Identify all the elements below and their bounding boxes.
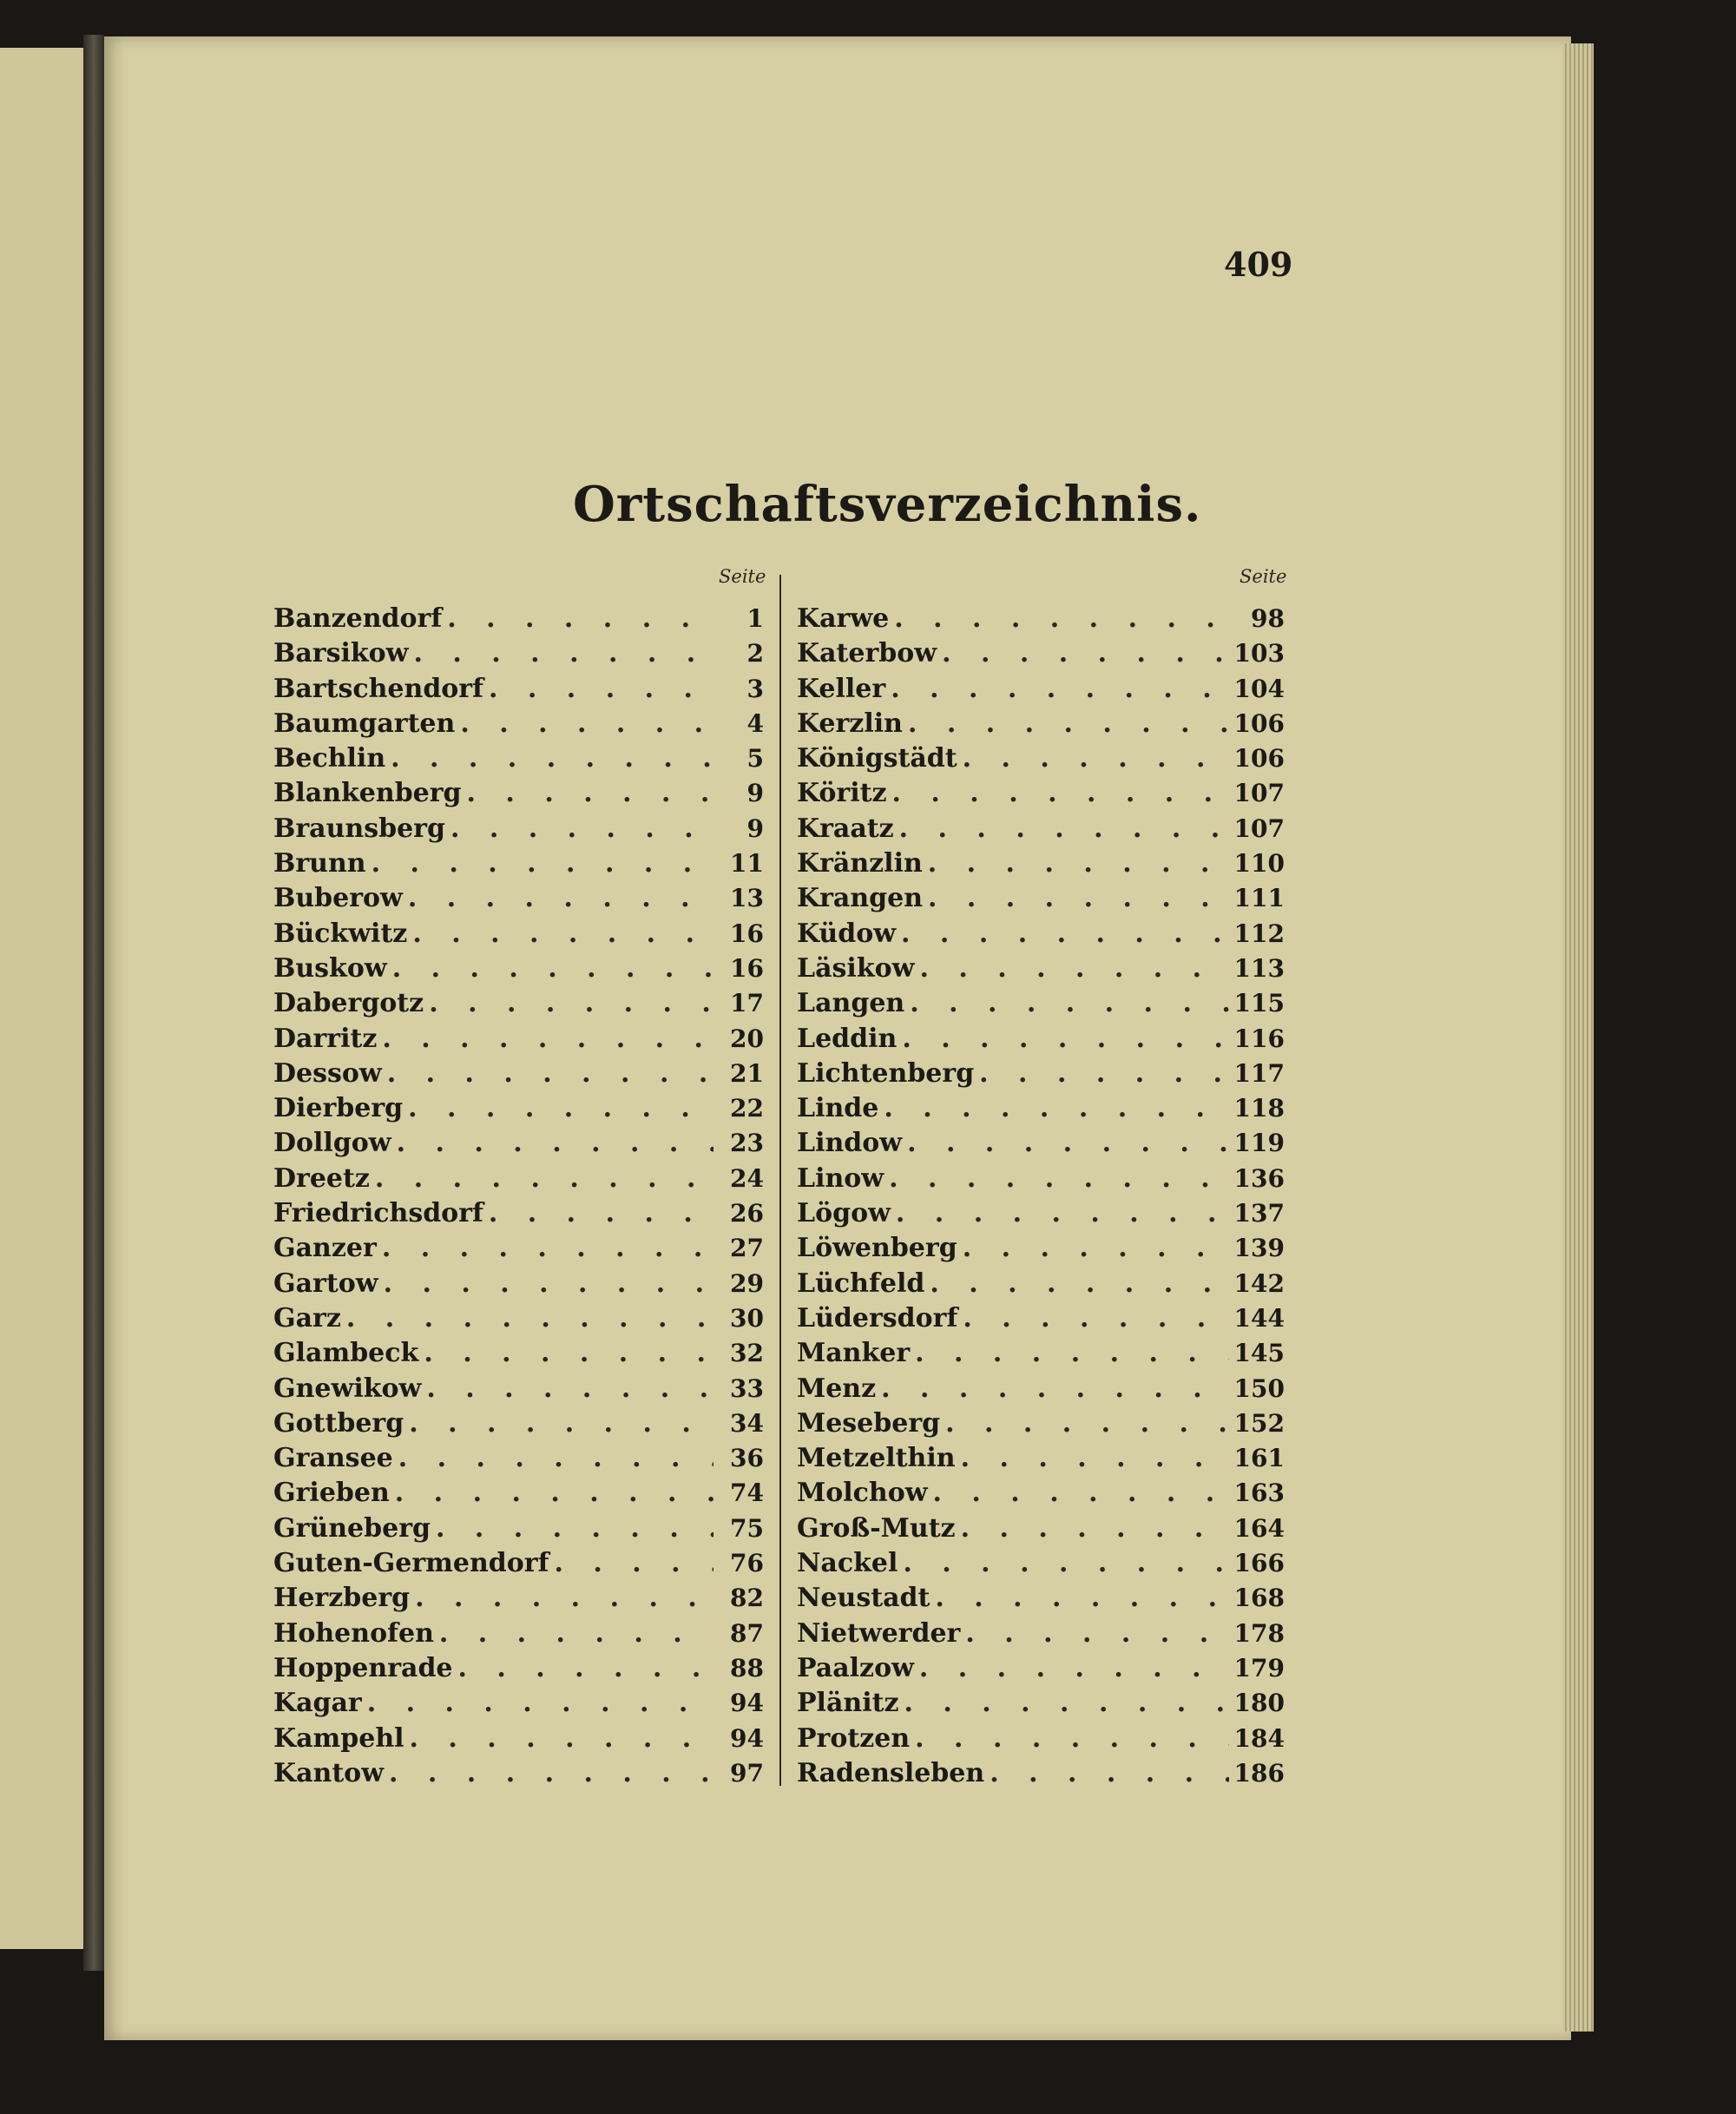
place-name: Köritz [797, 778, 887, 809]
page-reference: 87 [730, 1618, 764, 1648]
index-entry [797, 1653, 1285, 1688]
place-name: Lüchfeld [797, 1268, 925, 1299]
index-entry [797, 953, 1285, 988]
place-name: Buskow [273, 952, 387, 984]
index-entry [273, 1478, 764, 1512]
page-stack-edge [1562, 43, 1594, 2032]
page-number: 409 [1224, 245, 1293, 284]
place-name: Gartow [273, 1268, 378, 1299]
place-name: Protzen [797, 1722, 911, 1754]
column-heading-left: Seite [719, 566, 766, 587]
place-name: Kränzlin [797, 848, 923, 879]
place-name: Grüneberg [273, 1512, 431, 1544]
dot-leader [935, 1583, 1228, 1613]
dot-leader [930, 1268, 1228, 1299]
index-entry [273, 778, 764, 813]
place-name: Kerzlin [797, 708, 903, 739]
index-entry [273, 919, 764, 953]
page-reference: 136 [1233, 1163, 1285, 1193]
dot-leader [408, 883, 713, 913]
dot-leader [915, 1338, 1228, 1368]
dot-leader [908, 708, 1229, 739]
page-reference: 94 [730, 1689, 764, 1718]
place-name: Ganzer [273, 1233, 377, 1264]
page-reference: 2 [746, 639, 764, 668]
place-name: Barsikow [273, 638, 409, 669]
page-reference: 34 [730, 1408, 764, 1438]
place-name: Küdow [797, 918, 897, 949]
dot-leader [382, 1024, 713, 1054]
page-reference: 152 [1233, 1408, 1285, 1438]
dot-leader [915, 1723, 1228, 1754]
index-entry [273, 988, 764, 1023]
dot-leader [904, 1688, 1229, 1718]
dot-leader [439, 1618, 713, 1649]
place-name: Molchow [797, 1478, 928, 1509]
index-entry [273, 1093, 764, 1128]
page-reference: 150 [1233, 1373, 1285, 1403]
dot-leader [460, 708, 713, 739]
page-reference: 168 [1233, 1584, 1285, 1613]
dot-leader [382, 1233, 713, 1263]
place-name: Linde [797, 1093, 879, 1124]
index-entry [273, 1513, 764, 1548]
place-name: Groß-Mutz [797, 1512, 956, 1544]
dot-leader [892, 778, 1229, 808]
book-spine [83, 35, 104, 1971]
dot-leader [426, 1373, 713, 1404]
index-entry [797, 1268, 1285, 1303]
place-name: Lögow [797, 1198, 891, 1229]
dot-leader [963, 1233, 1229, 1263]
place-name: Dierberg [273, 1093, 404, 1124]
dot-leader [424, 1338, 713, 1368]
dot-leader [961, 1443, 1229, 1473]
dot-leader [919, 953, 1228, 984]
index-entry [273, 1268, 764, 1303]
place-name: Lichtenberg [797, 1057, 975, 1089]
dot-leader [397, 1128, 713, 1158]
dot-leader [408, 1093, 713, 1123]
index-column-right [797, 603, 1285, 1793]
page-reference: 82 [730, 1584, 764, 1613]
page-reference: 107 [1233, 813, 1285, 843]
index-entry [273, 1548, 764, 1583]
page-reference: 97 [730, 1758, 764, 1788]
index-entry [273, 1688, 764, 1722]
dot-leader [990, 1758, 1228, 1788]
place-name: Buberow [273, 883, 403, 914]
page-reference: 184 [1233, 1723, 1285, 1753]
place-name: Bartschendorf [273, 673, 484, 704]
page-reference: 139 [1233, 1234, 1285, 1263]
index-entry [273, 1303, 764, 1338]
place-name: Herzberg [273, 1583, 411, 1614]
place-name: Hohenofen [273, 1617, 434, 1649]
page-reference: 137 [1233, 1199, 1285, 1228]
index-entry [273, 1198, 764, 1233]
index-entry [273, 1128, 764, 1162]
dot-leader [889, 1163, 1228, 1194]
place-name: Dollgow [273, 1128, 391, 1159]
page-reference: 23 [730, 1129, 764, 1158]
place-name: Krangen [797, 883, 924, 914]
place-name: Gottberg [273, 1407, 404, 1439]
dot-leader [919, 1653, 1229, 1683]
place-name: Menz [797, 1373, 877, 1404]
place-name: Meseberg [797, 1407, 941, 1439]
dot-leader [372, 848, 713, 879]
place-name: Nackel [797, 1548, 898, 1579]
index-entry [273, 603, 764, 638]
page-reference: 178 [1233, 1618, 1285, 1648]
dot-leader [346, 1303, 713, 1334]
dot-leader [415, 1583, 713, 1613]
place-name: Dessow [273, 1057, 382, 1089]
index-entry [797, 1583, 1285, 1617]
page-reference: 22 [730, 1094, 764, 1123]
place-name: Königstädt [797, 743, 957, 774]
place-name: Kampehl [273, 1722, 404, 1754]
page-reference: 103 [1233, 639, 1285, 668]
index-entry [797, 919, 1285, 953]
index-entry [797, 1548, 1285, 1583]
dot-leader [942, 638, 1228, 668]
page-reference: 33 [730, 1373, 764, 1403]
page-reference: 9 [746, 813, 764, 843]
dot-leader [891, 674, 1228, 704]
place-name: Kagar [273, 1688, 362, 1719]
place-name: Garz [273, 1302, 341, 1334]
place-name: Braunsberg [273, 813, 445, 844]
page-reference: 142 [1233, 1268, 1285, 1298]
index-entry [273, 883, 764, 918]
place-name: Gnewikow [273, 1373, 422, 1404]
page-reference: 4 [746, 708, 764, 738]
page-reference: 163 [1233, 1478, 1285, 1508]
page-reference: 5 [746, 744, 764, 774]
page-reference: 36 [730, 1444, 764, 1473]
place-name: Keller [797, 673, 886, 704]
place-name: Neustadt [797, 1583, 930, 1614]
place-name: Glambeck [273, 1338, 419, 1369]
place-name: Darritz [273, 1023, 378, 1054]
page-reference: 24 [730, 1163, 764, 1193]
page-reference: 106 [1233, 744, 1285, 774]
index-entry [273, 1583, 764, 1617]
index-entry [797, 1058, 1285, 1093]
dot-leader [436, 1513, 713, 1544]
place-name: Linow [797, 1162, 884, 1194]
index-entry [797, 1093, 1285, 1128]
page-reference: 179 [1233, 1653, 1285, 1683]
place-name: Läsikow [797, 952, 915, 984]
place-name: Katerbow [797, 638, 937, 669]
index-entry [273, 848, 764, 883]
dot-leader [907, 1128, 1228, 1158]
index-entry [797, 708, 1285, 743]
dot-leader [928, 848, 1229, 879]
page-reference: 106 [1233, 708, 1285, 738]
dot-leader [555, 1548, 714, 1578]
index-entry [273, 953, 764, 988]
dot-leader [458, 1653, 713, 1683]
place-name: Plänitz [797, 1688, 899, 1719]
page-reference: 3 [746, 674, 764, 703]
place-name: Kraatz [797, 813, 894, 844]
page-reference: 164 [1233, 1513, 1285, 1543]
page-reference: 145 [1233, 1339, 1285, 1368]
page-reference: 29 [730, 1268, 764, 1298]
place-name: Dreetz [273, 1162, 370, 1194]
page-reference: 74 [730, 1478, 764, 1508]
index-entry [797, 1618, 1285, 1653]
dot-leader [965, 1618, 1228, 1649]
page-reference: 180 [1233, 1689, 1285, 1718]
place-name: Banzendorf [273, 603, 443, 634]
dot-leader [963, 743, 1229, 774]
index-entry [273, 1653, 764, 1688]
index-entry [797, 1408, 1285, 1443]
index-entry [797, 1478, 1285, 1512]
place-name: Paalzow [797, 1652, 914, 1683]
index-entry [797, 1513, 1285, 1548]
page-reference: 27 [730, 1234, 764, 1263]
index-entry [273, 1058, 764, 1093]
index-entry [797, 988, 1285, 1023]
index-entry [273, 1373, 764, 1408]
page-reference: 76 [730, 1549, 764, 1578]
page-reference: 17 [730, 989, 764, 1018]
index-entry [797, 1338, 1285, 1373]
dot-leader [410, 1723, 713, 1754]
page-reference: 13 [730, 884, 764, 913]
page-reference: 98 [1251, 604, 1285, 633]
place-name: Leddin [797, 1023, 898, 1054]
index-entry [797, 1233, 1285, 1268]
place-name: Lindow [797, 1128, 903, 1159]
page-title: Ortschaftsverzeichnis. [573, 476, 1202, 533]
dot-leader [933, 1478, 1229, 1508]
page-reference: 166 [1233, 1549, 1285, 1578]
index-entry [273, 813, 764, 848]
index-entry [797, 1723, 1285, 1758]
page-reference: 16 [730, 953, 764, 983]
place-name: Karwe [797, 603, 890, 634]
dot-leader [447, 603, 713, 634]
dot-leader [389, 1758, 713, 1788]
place-name: Hoppenrade [273, 1652, 453, 1683]
page-reference: 75 [730, 1513, 764, 1543]
place-name: Manker [797, 1338, 911, 1369]
column-divider [779, 575, 781, 1786]
dot-leader [375, 1163, 713, 1194]
dot-leader [928, 883, 1229, 913]
index-entry [273, 1618, 764, 1653]
index-entry [797, 1373, 1285, 1408]
place-name: Dabergotz [273, 988, 424, 1019]
index-entry [797, 1688, 1285, 1722]
page-reference: 16 [730, 919, 764, 948]
place-name: Löwenberg [797, 1233, 957, 1264]
dot-leader [384, 1268, 713, 1299]
index-entry [797, 848, 1285, 883]
page-reference: 9 [746, 779, 764, 808]
page-reference: 11 [730, 849, 764, 879]
dot-leader [979, 1058, 1228, 1089]
page-reference: 94 [730, 1723, 764, 1753]
place-name: Bechlin [273, 743, 386, 774]
index-entry [797, 1758, 1285, 1793]
page-reference: 144 [1233, 1303, 1285, 1333]
place-name: Bückwitz [273, 918, 408, 949]
index-entry [273, 638, 764, 673]
page-reference: 118 [1233, 1094, 1285, 1123]
page-reference: 30 [730, 1303, 764, 1333]
place-name: Brunn [273, 848, 366, 879]
dot-leader [901, 919, 1229, 949]
place-name: Langen [797, 988, 905, 1019]
page-reference: 21 [730, 1058, 764, 1088]
index-entry [797, 1024, 1285, 1058]
index-entry [797, 743, 1285, 778]
index-entry [273, 674, 764, 708]
page-reference: 26 [730, 1199, 764, 1228]
index-entry [273, 1338, 764, 1373]
dot-leader [387, 1058, 713, 1089]
dot-leader [910, 988, 1228, 1018]
index-entry [797, 778, 1285, 813]
dot-leader [963, 1303, 1228, 1334]
dot-leader [450, 813, 713, 844]
dot-leader [414, 638, 713, 668]
index-entry [273, 1163, 764, 1198]
place-name: Lüdersdorf [797, 1302, 958, 1334]
page-reference: 186 [1233, 1758, 1285, 1788]
dot-leader [945, 1408, 1228, 1439]
index-entry [797, 638, 1285, 673]
index-entry [273, 1723, 764, 1758]
page-reference: 117 [1233, 1058, 1285, 1088]
index-entry [273, 743, 764, 778]
dot-leader [489, 674, 713, 704]
place-name: Guten-Germendorf [273, 1548, 549, 1579]
index-entry [797, 1303, 1285, 1338]
dot-leader [367, 1688, 713, 1718]
place-name: Baumgarten [273, 708, 456, 739]
place-name: Radensleben [797, 1757, 985, 1788]
page-reference: 112 [1233, 919, 1285, 948]
dot-leader [391, 743, 713, 774]
page-reference: 161 [1233, 1444, 1285, 1473]
dot-leader [894, 603, 1234, 634]
index-entry [797, 883, 1285, 918]
place-name: Gransee [273, 1443, 393, 1474]
index-entry [273, 708, 764, 743]
place-name: Blankenberg [273, 778, 462, 809]
place-name: Metzelthin [797, 1443, 956, 1474]
index-entry [797, 674, 1285, 708]
index-entry [797, 1163, 1285, 1198]
place-name: Nietwerder [797, 1617, 961, 1649]
dot-leader [395, 1478, 713, 1508]
page-reference: 20 [730, 1024, 764, 1053]
dot-leader [902, 1024, 1228, 1054]
index-entry [797, 1443, 1285, 1478]
dot-leader [398, 1443, 713, 1473]
index-entry [797, 1128, 1285, 1162]
dot-leader [896, 1198, 1229, 1228]
page-reference: 107 [1233, 779, 1285, 808]
dot-leader [429, 988, 713, 1018]
dot-leader [881, 1373, 1228, 1404]
index-entry [273, 1233, 764, 1268]
dot-leader [903, 1548, 1228, 1578]
index-entry [797, 603, 1285, 638]
index-entry [797, 1198, 1285, 1233]
index-entry [797, 813, 1285, 848]
place-name: Friedrichsdorf [273, 1198, 483, 1229]
dot-leader [392, 953, 713, 984]
place-name: Grieben [273, 1478, 390, 1509]
page-reference: 113 [1233, 953, 1285, 983]
page-reference: 110 [1233, 849, 1285, 879]
index-column-left [273, 603, 764, 1793]
dot-leader [961, 1513, 1229, 1544]
dot-leader [884, 1093, 1228, 1123]
index-entry [273, 1758, 764, 1793]
page-reference: 32 [730, 1339, 764, 1368]
index-entry [273, 1443, 764, 1478]
index-entry [273, 1408, 764, 1443]
page-reference: 116 [1233, 1024, 1285, 1053]
index-entry [273, 1024, 764, 1058]
page-reference: 119 [1233, 1129, 1285, 1158]
page-reference: 104 [1233, 674, 1285, 703]
page-reference: 111 [1233, 884, 1285, 913]
page-reference: 115 [1233, 989, 1285, 1018]
dot-leader [412, 919, 713, 949]
page-reference: 1 [746, 604, 764, 633]
column-heading-right: Seite [1240, 566, 1287, 587]
dot-leader [899, 813, 1229, 844]
dot-leader [489, 1198, 713, 1228]
place-name: Kantow [273, 1757, 385, 1788]
dot-leader [467, 778, 713, 808]
page-reference: 88 [730, 1653, 764, 1683]
dot-leader [409, 1408, 713, 1439]
